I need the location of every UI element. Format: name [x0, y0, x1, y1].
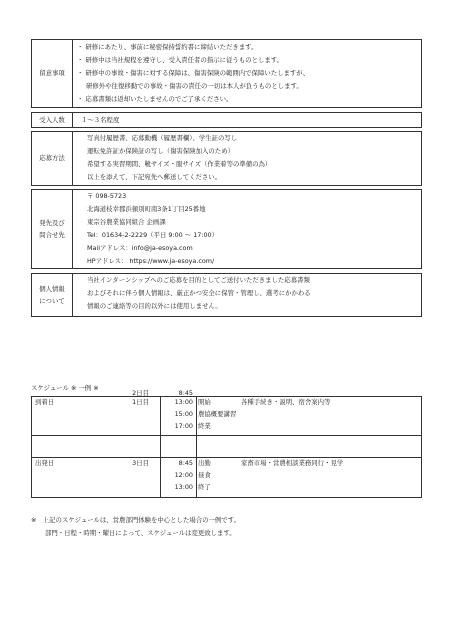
privacy-label: [32, 274, 73, 316]
capacity-section: [31, 112, 422, 128]
schedule-divider: [32, 435, 421, 436]
privacy-content: [77, 274, 417, 316]
remarks-line: 研修外や往復移動での事故・傷害の責任の一切は本人が負うものとします。: [86, 82, 303, 90]
schedule-note: 部門・日程・時期・曜日によって、スケジュールは変更致します。: [45, 529, 236, 537]
apply-line: 写真付履歴書、応募動機（履歴書欄）、学生証の写し: [87, 134, 238, 142]
schedule-detail: 各種手続き・説明、宿舎案内等: [241, 398, 331, 406]
capacity-label: 受入人数: [32, 113, 73, 127]
capacity-content: [77, 113, 417, 127]
contact-section: [31, 189, 422, 269]
contact-mail[interactable]: Mailアドレス：info@ja-esoya.com: [87, 244, 193, 252]
contact-label: [32, 190, 73, 268]
schedule-item: 終業: [198, 422, 211, 430]
privacy-line: 当社インターンシップへのご応募を目的としてご送付いただきました応募書類: [87, 276, 310, 284]
contact-content: [77, 190, 417, 268]
apply-section: [31, 131, 422, 186]
schedule-divider: [32, 457, 421, 458]
apply-label: 応募方法: [32, 132, 73, 185]
remarks-content: [77, 40, 417, 107]
contact-label-line: 問合せ先: [39, 230, 65, 239]
privacy-label-line: について: [39, 297, 65, 305]
schedule-day: 1日目: [132, 398, 149, 406]
remarks-line: ・ 研修中の事故・傷害に対する保障は、傷害保険の範囲内で保障いたしますが、: [77, 69, 310, 77]
contact-tel: Tel：01634-2-2229（平日 9:00 ～ 17:00）: [87, 231, 218, 239]
capacity-value: １～３名程度: [81, 116, 120, 124]
remarks-section: [31, 39, 422, 108]
contact-org: 東宗谷農業協同組合 企画課: [87, 218, 166, 226]
apply-content: [77, 132, 417, 185]
schedule-divider: [160, 397, 161, 497]
contact-address: 北海道枝幸郡浜頓別町南3条1丁目25番地: [87, 205, 206, 213]
schedule-table: [31, 389, 422, 498]
schedule-time: 8:45: [178, 459, 193, 467]
remarks-line: ・ 研修にあたり、事前に秘密保持誓約書に締結いただきます。: [77, 43, 258, 51]
schedule-detail: 家畜市場・営農相談業務同行・見学: [241, 459, 344, 467]
contact-homepage-link[interactable]: HPアドレス： https://www.ja-esoya.com/: [87, 257, 215, 265]
contact-label-line: 発先及び: [39, 219, 65, 228]
schedule-note: ※ 上記のスケジュールは、営農部門体験を中心とした場合の一例です。: [31, 516, 240, 524]
schedule-period: 到着日: [35, 398, 55, 406]
schedule-time: 13:00: [174, 483, 193, 491]
apply-line: 希望する実習期間、靴サイズ・服サイズ（作業着等の準備の為）: [87, 160, 272, 168]
schedule-time: 17:00: [174, 422, 193, 430]
privacy-line: およびそれに伴う個人情報は、厳正かつ安全に保管・管理し、選考にかかわる: [87, 289, 311, 297]
schedule-day: 2日目: [132, 389, 149, 397]
schedule-item: 農協概要講習: [198, 410, 237, 418]
schedule-time: 15:00: [174, 410, 193, 418]
remarks-label: 留意事項: [32, 40, 73, 107]
schedule-item: 開始: [198, 398, 211, 406]
schedule-item: 出勤: [198, 459, 211, 467]
apply-line: 運転免許証か保険証の写し（傷害保険加入のため）: [87, 147, 234, 155]
remarks-line: ・ 研修中は当社規程を遵守し、受入責任者の指示に従うものとします。: [77, 56, 284, 64]
privacy-label-line: 個人情報: [39, 284, 65, 293]
schedule-item: 昼食: [198, 471, 211, 479]
schedule-divider: [196, 397, 197, 497]
schedule-time: 13:00: [174, 398, 193, 406]
contact-postal: 〒 098-5723: [87, 192, 127, 200]
schedule-caption: スケジュール ※ 一例 ※: [31, 384, 99, 392]
privacy-section: [31, 273, 422, 317]
privacy-line: 情報のご連絡等の目的以外には使用しません。: [87, 302, 222, 310]
schedule-period: 出発日: [35, 459, 55, 467]
schedule-day: 3日目: [132, 459, 149, 467]
schedule-time: 8:45: [178, 389, 193, 397]
apply-line: 以上を添えて、下記宛先へ郵送してください。: [87, 173, 222, 181]
schedule-item: 終了: [198, 483, 211, 491]
schedule-time: 12:00: [174, 471, 193, 479]
remarks-line: ・ 応募書類は返却いたしませんのでご了承ください。: [77, 95, 233, 103]
